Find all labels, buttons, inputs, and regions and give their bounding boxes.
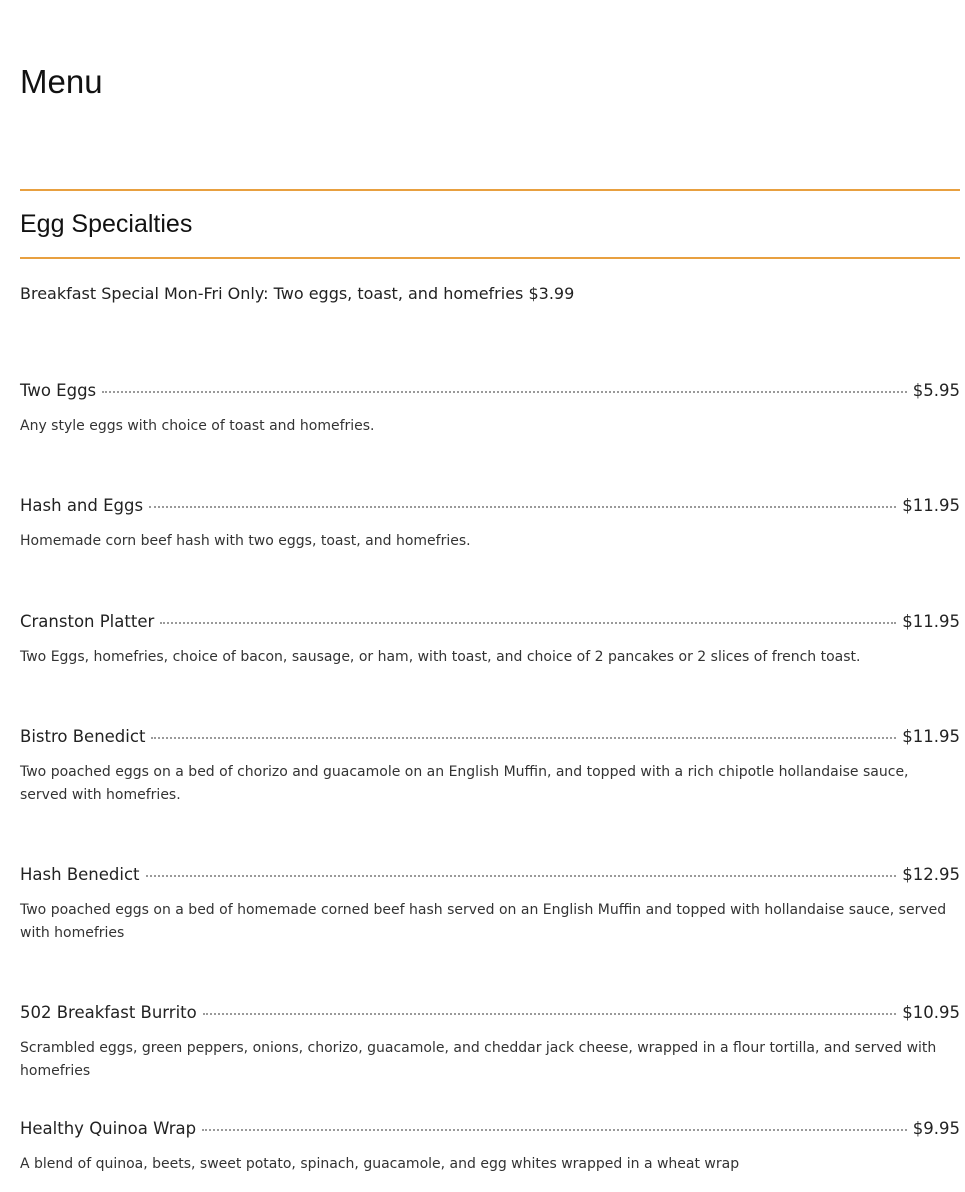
breakfast-special-note: Breakfast Special Mon-Fri Only: Two eggs, toast, and homefries $3.99 — [20, 284, 575, 303]
menu-item-cranston-platter — [20, 610, 960, 669]
page-title: Menu — [20, 63, 103, 100]
menu-item-price: $12.95 — [902, 865, 960, 884]
dotted-leader — [202, 1129, 907, 1131]
dotted-leader — [146, 875, 897, 877]
menu-item-description: Two poached eggs on a bed of chorizo and guacamole on an English Muffin, and topped with a rich chipotle hollandaise sauce, served with homefries. — [20, 764, 909, 803]
menu-item-description: Two Eggs, homefries, choice of bacon, sausage, or ham, with toast, and choice of 2 pancakes or 2 slices of french toast. — [20, 649, 861, 665]
section-top-divider — [20, 189, 960, 191]
menu-item-description: Any style eggs with choice of toast and homefries. — [20, 418, 375, 434]
menu-item-two-eggs — [20, 379, 960, 438]
menu-item-name: 502 Breakfast Burrito — [20, 1003, 197, 1022]
dotted-leader — [160, 622, 896, 624]
menu-item-hash-benedict — [20, 863, 960, 945]
section-bottom-divider — [20, 257, 960, 259]
menu-item-healthy-quinoa-wrap — [20, 1117, 960, 1176]
menu-item-name: Cranston Platter — [20, 612, 155, 631]
dotted-leader — [149, 506, 896, 508]
menu-item-price: $5.95 — [912, 381, 960, 400]
dotted-leader — [203, 1013, 897, 1015]
menu-item-price: $11.95 — [902, 612, 960, 631]
menu-item-name: Healthy Quinoa Wrap — [20, 1119, 197, 1138]
menu-item-description: Homemade corn beef hash with two eggs, toast, and homefries. — [20, 533, 471, 549]
menu-item-502-breakfast-burrito — [20, 1001, 960, 1083]
menu-item-price: $11.95 — [902, 496, 960, 515]
menu-item-price: $10.95 — [902, 1003, 960, 1022]
menu-item-name: Two Eggs — [20, 381, 97, 400]
dotted-leader — [102, 391, 907, 393]
menu-item-hash-and-eggs — [20, 494, 960, 553]
menu-item-name: Bistro Benedict — [20, 727, 146, 746]
dotted-leader — [151, 737, 896, 739]
menu-item-bistro-benedict — [20, 725, 960, 807]
menu-item-description: Scrambled eggs, green peppers, onions, chorizo, guacamole, and cheddar jack cheese, wrapped in a flour tortilla, and served with homefries — [20, 1040, 937, 1079]
menu-item-price: $11.95 — [902, 727, 960, 746]
menu-item-name: Hash Benedict — [20, 865, 140, 884]
menu-item-name: Hash and Eggs — [20, 496, 144, 515]
section-title: Egg Specialties — [20, 210, 193, 238]
menu-item-price: $9.95 — [912, 1119, 960, 1138]
menu-item-description: Two poached eggs on a bed of homemade corned beef hash served on an English Muffin and topped with hollandaise sauce, served with homefries — [20, 902, 947, 941]
menu-item-description: A blend of quinoa, beets, sweet potato, spinach, guacamole, and egg whites wrapped in a wheat wrap — [20, 1156, 740, 1172]
